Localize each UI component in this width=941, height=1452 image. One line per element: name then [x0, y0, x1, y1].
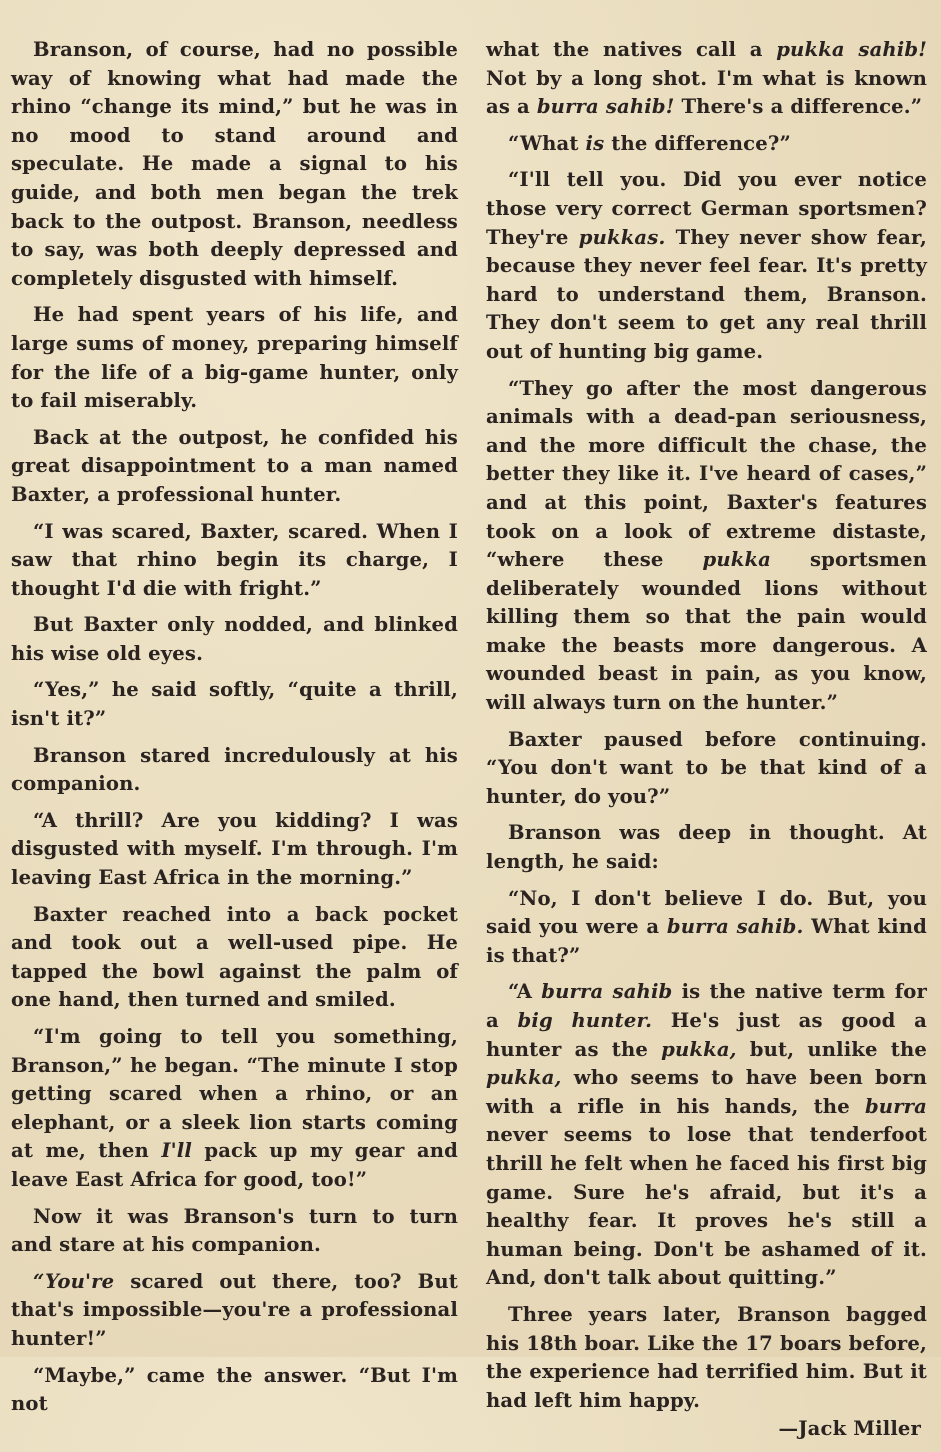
- paragraph: “I was scared, Baxter, scared. When I saw that rhino begin its charge, I thought I'd die with fright.”: [11, 519, 458, 600]
- paragraph: [486, 36, 927, 122]
- paragraph: Back at the outpost, he confided his great disappointment to a man named Baxter, a professional hunter.: [11, 425, 458, 506]
- text-run: “No, I don't believe I do. But, you said you were a: [486, 886, 927, 939]
- paragraph: [486, 885, 927, 971]
- text-run: “What: [508, 131, 586, 155]
- paragraph: Branson stared incredulously at his companion.: [11, 743, 458, 796]
- paragraph: “Yes,” he said softly, “quite a thrill, isn't it?”: [11, 678, 458, 731]
- paragraph: [486, 375, 927, 718]
- text-run: They never show fear, because they never feel fear. It's pretty hard to understand them, Branson. They don't seem to get any real thrill out of hunting big game.: [486, 225, 927, 363]
- text-run: “I'm going to tell you something, Branson,” he began. “The minute I stop getting scared when a rhino, or an elephant, or a sleek lion starts coming at me, then: [11, 1025, 458, 1163]
- emphasis: big hunter.: [517, 1009, 653, 1032]
- paragraph: “Maybe,” came the answer. “But I'm not: [11, 1363, 458, 1416]
- paragraph: Branson was deep in thought. At length, he said:: [486, 821, 927, 874]
- text-run: the difference?”: [604, 131, 791, 155]
- paragraph: But Baxter only nodded, and blinked his wise old eyes.: [11, 613, 458, 665]
- text-run: pack up my gear and leave East Africa for good, too!”: [11, 1139, 458, 1191]
- paragraph: [11, 1023, 458, 1195]
- paragraph: Three years later, Branson bagged his 18th boar. Like the 17 boars before, the experience had terrified him. But it had left him happy.: [486, 1302, 927, 1412]
- text-run: “They go after the most dangerous animals with a dead-pan seriousness, and the more difficult the chase, the better they like it. I've heard of cases,” and at this point, Baxter's features took on a look of extreme distaste, “where these: [486, 376, 927, 572]
- paragraph: [486, 978, 927, 1293]
- text-run: scared out there, too? But that's impossible—you're a professional hunter!”: [11, 1269, 458, 1350]
- emphasis: burra: [864, 1094, 927, 1118]
- emphasis: is: [585, 131, 605, 155]
- text-run: what the natives call a: [486, 38, 777, 61]
- text-run: Not by a long shot. I'm what is known as a: [486, 66, 927, 119]
- text-run: is the native term for a: [486, 980, 927, 1032]
- text-run: What kind is that?”: [486, 915, 927, 967]
- emphasis: pukka,: [486, 1066, 562, 1090]
- paragraph: [11, 1268, 458, 1354]
- left-column: [11, 36, 458, 1419]
- emphasis: pukkas.: [578, 225, 666, 249]
- paragraph: “A thrill? Are you kidding? I was disgusted with myself. I'm through. I'm leaving East Africa in the morning.”: [11, 808, 458, 890]
- author-signature: —Jack Miller: [778, 1417, 921, 1441]
- emphasis: I'll: [161, 1139, 192, 1163]
- paragraph: [486, 166, 927, 366]
- text-run: but, unlike the: [736, 1037, 927, 1061]
- paragraph: He had spent years of his life, and large sums of money, preparing himself for the life of a big-game hunter, only to fail miserably.: [11, 303, 458, 413]
- paragraph: [486, 130, 927, 159]
- paragraph: Now it was Branson's turn to turn and stare at his companion.: [11, 1204, 458, 1257]
- text-run: never seems to lose that tenderfoot thrill he felt when he faced his first big game. Sure he's afraid, but it's a healthy fear. It proves he's still a human being. Don't be ashamed of it. And, don't talk about quitting.”: [486, 1123, 927, 1290]
- text-run: “I'll tell you. Did you ever notice those very correct German sportsmen? They're: [486, 168, 927, 249]
- paragraph: Branson, of course, had no possible way of knowing what had made the rhino “change its mind,” but he was in no mood to stand around and speculate. He made a signal to his guide, and both men began the trek back to the outpost. Branson, needless to say, was both deeply depressed and completely disgusted with himself.: [11, 38, 458, 290]
- text-run: There's a difference.”: [674, 95, 923, 119]
- text-run: He's just as good a hunter as the: [486, 1009, 927, 1061]
- paragraph: Baxter reached into a back pocket and took out a well-used pipe. He tapped the bowl against the palm of one hand, then turned and smiled.: [11, 902, 458, 1012]
- text-run: who seems to have been born with a rifle in his hands, the: [486, 1066, 927, 1118]
- emphasis: burra sahib.: [666, 915, 804, 939]
- emphasis: burra sahib!: [536, 95, 675, 119]
- emphasis: pukka sahib!: [776, 38, 928, 61]
- emphasis: pukka,: [661, 1037, 737, 1061]
- emphasis: “You're: [33, 1269, 115, 1293]
- emphasis: burra sahib: [541, 980, 673, 1004]
- paragraph: Baxter paused before continuing. “You don't want to be that kind of a hunter, do you?”: [486, 727, 927, 808]
- right-column: [486, 36, 927, 1452]
- text-run: sportsmen deliberately wounded lions without killing them so that the pain would make the beasts more dangerous. A wounded beast in pain, as you know, will always turn on the hunter.”: [486, 548, 927, 715]
- text-run: “A: [508, 980, 542, 1004]
- emphasis: pukka: [702, 548, 772, 572]
